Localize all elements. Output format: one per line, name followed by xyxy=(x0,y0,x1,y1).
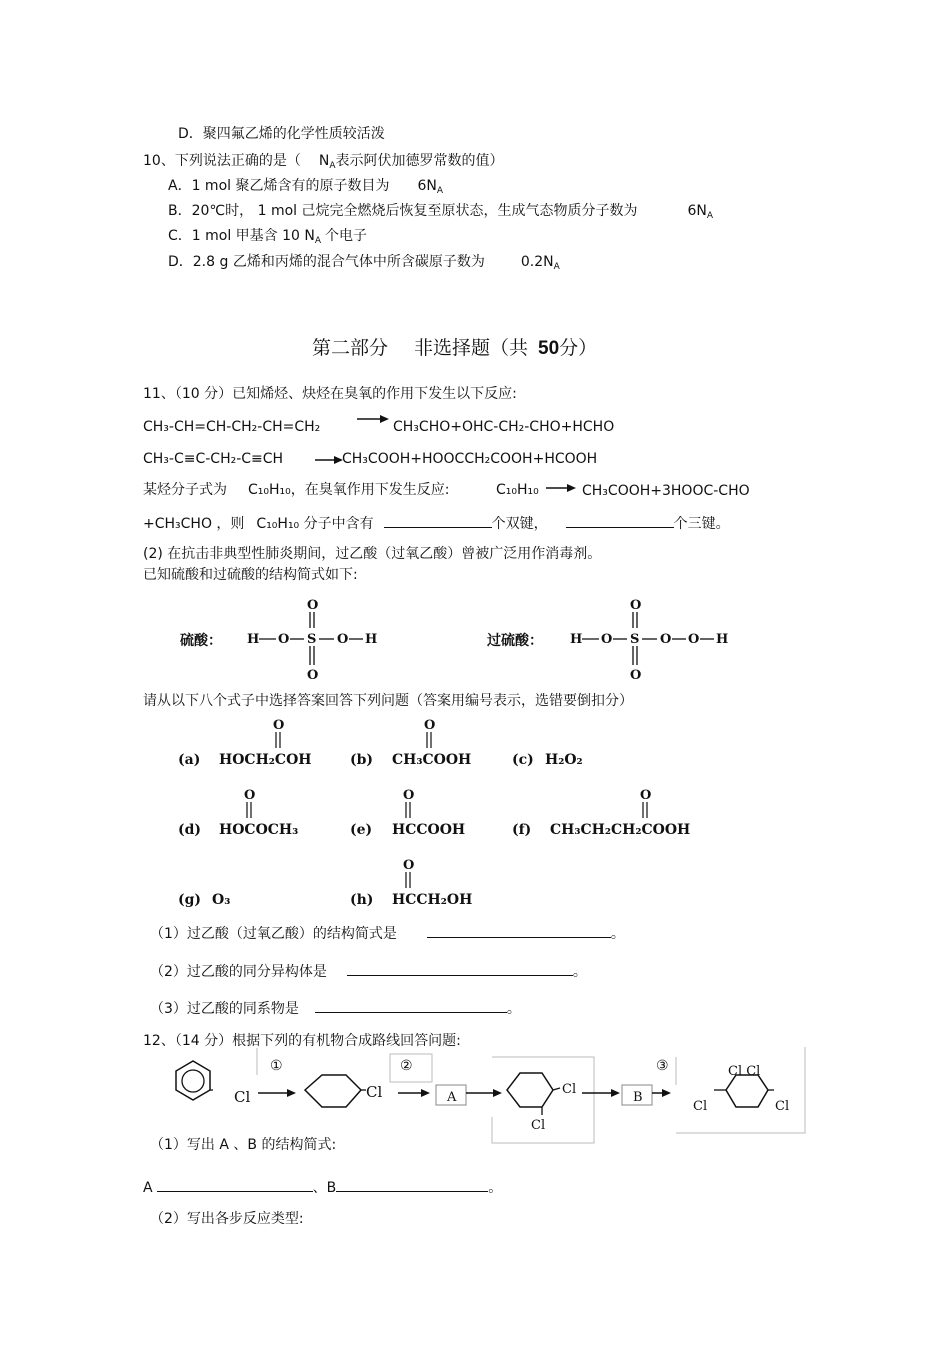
svg-text:O: O xyxy=(688,632,700,647)
svg-text:S: S xyxy=(630,632,640,647)
option-c-label: (c) xyxy=(512,752,534,768)
q11-sub3-text: （3）过乙酸的同系物是 xyxy=(150,1001,299,1017)
part2-title-num: 50 xyxy=(538,338,560,359)
step1-label: ① xyxy=(270,1058,283,1074)
svg-text:O: O xyxy=(630,598,642,613)
q12-answer-line xyxy=(143,1177,502,1197)
svg-text:O: O xyxy=(307,668,319,683)
q10-option-b xyxy=(168,202,713,222)
option-h-label: (h) xyxy=(350,892,374,908)
q11-sub2-blank[interactable] xyxy=(347,961,573,976)
synthesis-route-diagram xyxy=(160,1045,810,1145)
q10-stem xyxy=(143,152,503,172)
svg-text:O: O xyxy=(403,858,415,873)
q11-part2-line2: 已知硫酸和过硫酸的结构简式如下: xyxy=(143,567,358,583)
option-b-label: (b) xyxy=(350,752,374,768)
q11-sub3-period: 。 xyxy=(506,1001,521,1017)
option-d-carbonyl xyxy=(241,786,257,820)
svg-text:O: O xyxy=(307,598,319,613)
q11-reaction1-right: CH₃CHO+OHC-CH₂-CHO+HCHO xyxy=(393,419,615,435)
q10-d-sub: A xyxy=(553,262,560,272)
q10-stem-a: 10、下列说法正确的是（ xyxy=(143,153,301,169)
q11-reaction2-right: CH₃COOH+HOOCCH₂COOH+HCOOH xyxy=(342,451,598,467)
sulfuric-acid-structure xyxy=(245,595,385,685)
q10-stem-na: N xyxy=(318,153,330,169)
q10-a-value: 6N xyxy=(417,178,437,194)
q11-sub3-blank[interactable] xyxy=(315,998,507,1013)
option-h-formula: HCCH₂OH xyxy=(392,892,473,908)
double-bond-blank[interactable] xyxy=(384,513,492,528)
q9-option-d: D．聚四氟乙烯的化学性质较活泼 xyxy=(178,126,385,142)
q10-a-text: A．1 mol 聚乙烯含有的原子数目为 xyxy=(168,178,390,194)
svg-text:O: O xyxy=(601,632,613,647)
q11-line3-a: 某烃分子式为 xyxy=(143,482,227,498)
q11-sub3 xyxy=(150,998,521,1018)
q10-stem-na-sub: A xyxy=(329,161,336,171)
part2-title xyxy=(312,336,597,361)
persulfuric-label: 过硫酸： xyxy=(487,633,543,649)
part2-title-a: 第二部分 xyxy=(312,337,389,359)
q11-line4-b: C₁₀H₁₀ 分子中含有 xyxy=(256,516,374,532)
q11-sub2 xyxy=(150,961,587,981)
q10-a-sub: A xyxy=(436,186,444,196)
chloro-label-3: Cl xyxy=(562,1082,577,1097)
chloro-label-1: Cl xyxy=(234,1088,251,1106)
cyclohexane-ring xyxy=(305,1075,361,1107)
q11-intro: 11、（10 分）已知烯烃、炔烃在臭氧的作用下发生以下反应: xyxy=(143,386,517,402)
triple-bond-blank[interactable] xyxy=(566,513,674,528)
svg-text:O: O xyxy=(660,632,672,647)
q11-sub2-period: 。 xyxy=(572,964,587,980)
q12-sub1: （1）写出 A 、B 的结构简式: xyxy=(150,1137,337,1153)
q10-b-text: B．20℃时， 1 mol 己烷完全燃烧后恢复至原状态，生成气态物质分子数为 xyxy=(168,203,638,219)
svg-text:O: O xyxy=(337,632,349,647)
step3-label: ③ xyxy=(656,1058,669,1074)
q11-choose-line: 请从以下八个式子中选择答案回答下列问题（答案用编号表示，选错要倒扣分） xyxy=(143,693,633,709)
option-f-formula: CH₃CH₂CH₂COOH xyxy=(550,822,691,838)
reaction1-arrow xyxy=(355,412,391,426)
option-g-formula: O₃ xyxy=(212,892,231,908)
svg-text:S: S xyxy=(307,632,317,647)
svg-text:H: H xyxy=(247,632,260,647)
svg-text:H: H xyxy=(716,632,729,647)
option-f-carbonyl xyxy=(637,786,653,820)
q12-answer-a-blank[interactable] xyxy=(157,1177,313,1192)
q11-line4 xyxy=(143,513,730,533)
option-e-carbonyl xyxy=(400,786,416,820)
chloro-label-4: Cl xyxy=(531,1118,546,1133)
chloro-label-6: Cl xyxy=(775,1099,790,1114)
q10-c-text: C．1 mol 甲基含 10 N xyxy=(168,228,315,244)
svg-text:O: O xyxy=(640,788,652,803)
option-e-label: (e) xyxy=(350,822,373,838)
q11-sub2-text: （2）过乙酸的同分异构体是 xyxy=(150,964,327,980)
option-h-carbonyl xyxy=(400,856,416,890)
persulfuric-acid-structure xyxy=(568,595,738,685)
intermediate-a-label: A xyxy=(447,1090,457,1105)
q11-sub1 xyxy=(150,923,625,943)
q12-answer-b-label: 、B xyxy=(312,1180,337,1196)
q10-b-sub: A xyxy=(706,211,714,221)
option-f-label: (f) xyxy=(512,822,532,838)
q11-line3-products: CH₃COOH+3HOOC-CHO xyxy=(582,483,750,499)
q10-option-a xyxy=(168,177,443,197)
part2-title-b: 非选择题（共 xyxy=(414,337,529,359)
option-a-label: (a) xyxy=(178,752,201,768)
q11-sub1-text: （1）过乙酸（过氧乙酸）的结构简式是 xyxy=(150,926,397,942)
q12-answer-b-blank[interactable] xyxy=(336,1177,488,1192)
tetrachlorocyclohexane-ring xyxy=(726,1075,768,1107)
q11-line4-c: 个双键， xyxy=(491,516,548,532)
reaction3-arrow xyxy=(544,481,578,495)
option-a-carbonyl xyxy=(270,716,286,750)
q11-reaction1-left: CH₃-CH=CH-CH₂-CH=CH₂ xyxy=(143,419,321,435)
q11-part2-line1: (2) 在抗击非典型性肺炎期间，过乙酸（过氧乙酸）曾被广泛用作消毒剂。 xyxy=(143,546,602,562)
q10-stem-b: 表示阿伏加德罗常数的值） xyxy=(335,153,504,169)
chloro-label-5: Cl xyxy=(693,1099,708,1114)
q11-sub1-period: 。 xyxy=(610,926,625,942)
q12-answer-period: 。 xyxy=(488,1180,503,1196)
q10-c-tail: 个电子 xyxy=(325,228,368,244)
q12-intro: 12、（14 分）根据下列的有机物合成路线回答问题: xyxy=(143,1033,461,1049)
option-d-formula: HOCOCH₃ xyxy=(219,822,299,838)
q11-line3-reactant: C₁₀H₁₀ xyxy=(496,482,539,498)
q10-d-value: 0.2N xyxy=(520,254,554,270)
option-b-carbonyl xyxy=(421,716,437,750)
option-d-label: (d) xyxy=(178,822,202,838)
option-g-label: (g) xyxy=(178,892,202,908)
intermediate-b-label: B xyxy=(633,1090,643,1105)
q10-b-value: 6N xyxy=(687,203,707,219)
option-b-formula: CH₃COOH xyxy=(392,752,472,768)
svg-text:O: O xyxy=(273,718,285,733)
option-c-formula: H₂O₂ xyxy=(545,752,583,768)
step2-label: ② xyxy=(400,1058,413,1074)
svg-text:O: O xyxy=(244,788,256,803)
q11-line4-a: +CH₃CHO ，则 xyxy=(143,516,245,532)
sulfuric-label: 硫酸： xyxy=(180,633,222,649)
svg-text:O: O xyxy=(278,632,290,647)
q10-option-c xyxy=(168,227,367,247)
q12-answer-a-label: A xyxy=(143,1180,153,1196)
part2-title-c: 分） xyxy=(559,337,598,359)
q11-line3-formula: C₁₀H₁₀，在臭氧作用下发生反应: xyxy=(248,482,450,498)
benzene-ring xyxy=(176,1061,210,1100)
chloro-pair-label: Cl Cl xyxy=(728,1064,761,1079)
q10-option-d xyxy=(168,253,560,273)
svg-text:O: O xyxy=(630,668,642,683)
q10-d-text: D．2.8 g 乙烯和丙烯的混合气体中所含碳原子数为 xyxy=(168,254,485,270)
q11-line4-d: 个三键。 xyxy=(673,516,730,532)
q10-c-sub: A xyxy=(314,236,322,246)
reaction2-arrow xyxy=(313,453,345,467)
option-e-formula: HCCOOH xyxy=(392,822,466,838)
q11-reaction2-left: CH₃-C≡C-CH₂-C≡CH xyxy=(143,451,284,467)
dichlorocyclohexane-ring xyxy=(507,1073,553,1107)
chloro-label-2: Cl xyxy=(366,1083,383,1101)
svg-text:O: O xyxy=(403,788,415,803)
svg-text:H: H xyxy=(365,632,378,647)
option-a-formula: HOCH₂COH xyxy=(219,752,312,768)
svg-text:O: O xyxy=(424,718,436,733)
svg-text:H: H xyxy=(570,632,583,647)
q12-sub2: （2）写出各步反应类型: xyxy=(150,1211,304,1227)
q11-sub1-blank[interactable] xyxy=(427,923,611,938)
